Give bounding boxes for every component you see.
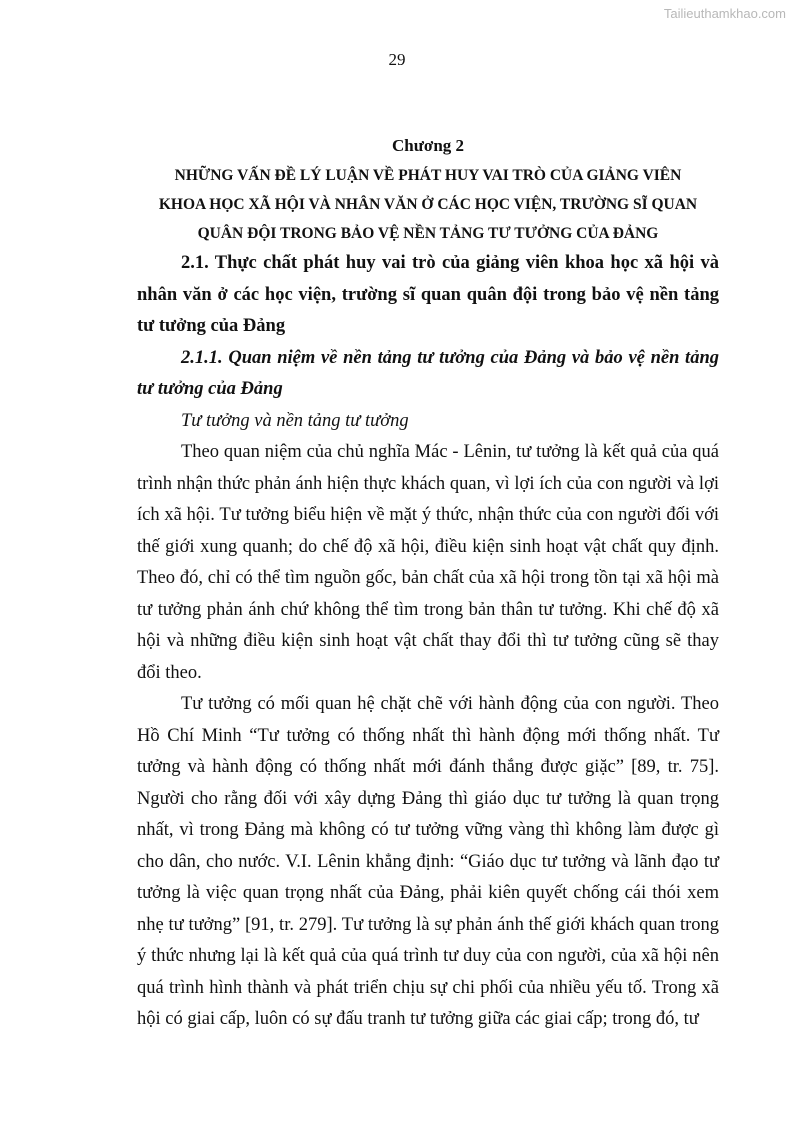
- page-content: [137, 131, 719, 1036]
- body-paragraph-1: Theo quan niệm của chủ nghĩa Mác - Lênin, tư tưởng là kết quả của quá trình nhận thức phản ánh hiện thực khách quan, vì lợi ích của con người và lợi ích xã hội. Tư tưởng biểu hiện về mặt ý thức, nhận thức của con người đối với thế giới xung quanh; do chế độ xã hội, điều kiện sinh hoạt vật chất quy định. Theo đó, chỉ có thể tìm nguồn gốc, bản chất của xã hội trong tồn tại xã hội mà tư tưởng phản ánh chứ không thể tìm trong bản thân tư tưởng. Khi chế độ xã hội và những điều kiện sinh hoạt vật chất thay đổi thì tư tưởng cũng sẽ thay đổi theo.: [137, 442, 719, 683]
- chapter-title-line-3: QUÂN ĐỘI TRONG BẢO VỆ NỀN TẢNG TƯ TƯỞNG CỦA ĐẢNG: [197, 225, 659, 242]
- body-paragraph-2: Tư tưởng có mối quan hệ chặt chẽ với hành động của con người. Theo Hồ Chí Minh “Tư tưởng có thống nhất thì hành động mới thống nhất. Tư tưởng và hành động có thống nhất mới đánh thắng được giặc” [89, tr. 75]. Người cho rằng đối với xây dựng Đảng thì giáo dục tư tưởng là quan trọng nhất, vì trong Đảng mà không có tư tưởng vững vàng thì không làm được gì cho dân, cho nước. V.I. Lênin khẳng định: “Giáo dục tư tưởng và lãnh đạo tư tưởng là việc quan trọng nhất của Đảng, phải kiên quyết chống cái thói xem nhẹ tư tưởng” [91, tr. 279]. Tư tưởng là sự phản ánh thế giới khách quan trong ý thức nhưng lại là kết quả của quá trình tư duy của con người, của xã hội nên quá trình hình thành và phát triển chịu sự chi phối của nhiều yếu tố. Trong xã hội có giai cấp, luôn có sự đấu tranh tư tưởng giữa các giai cấp; trong đó, tư: [137, 694, 719, 1029]
- section-heading: 2.1. Thực chất phát huy vai trò của giảng viên khoa học xã hội và nhân văn ở các học viện, trường sĩ quan quân đội trong bảo vệ nền tảng tư tưởng của Đảng: [137, 253, 719, 336]
- chapter-title-line-2: KHOA HỌC XÃ HỘI VÀ NHÂN VĂN Ở CÁC HỌC VIỆN, TRƯỜNG SĨ QUAN: [158, 196, 698, 213]
- watermark-text: Tailieuthamkhao.com: [663, 6, 786, 21]
- subsection-heading: 2.1.1. Quan niệm về nền tảng tư tưởng của Đảng và bảo vệ nền tảng tư tưởng của Đảng: [137, 347, 719, 399]
- chapter-label: Chương 2: [391, 136, 465, 155]
- page-number: 29: [388, 50, 406, 69]
- topic-heading: Tư tưởng và nền tảng tư tưởng: [181, 410, 409, 431]
- chapter-title-line-1: NHỮNG VẤN ĐỀ LÝ LUẬN VỀ PHÁT HUY VAI TRÒ CỦA GIẢNG VIÊN: [174, 167, 682, 184]
